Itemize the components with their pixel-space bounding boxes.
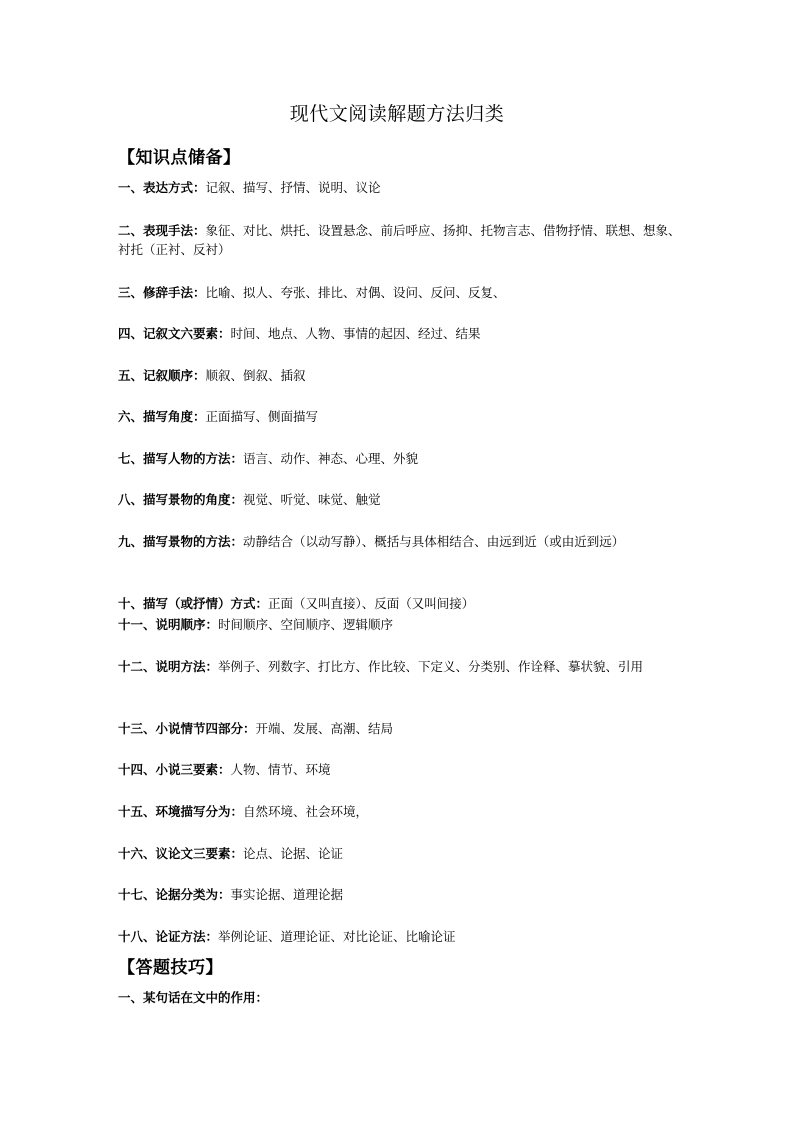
knowledge-item-7 [118,449,688,468]
item-label: 十七、论据分类为： [118,887,231,902]
item-text: 举例子、列数字、打比方、作比较、下定义、分类别、作诠释、摹状貌、引用 [218,659,644,674]
knowledge-item-3 [118,283,688,302]
item-text: 正面描写、侧面描写 [205,409,319,424]
item-label: 四、记叙文六要素： [118,326,231,341]
knowledge-item-5 [118,366,688,385]
document-title: 现代文阅读解题方法归类 [289,103,505,125]
item-text: 记叙、描写、抒情、说明、议论 [205,180,381,195]
item-label: 八、描写景物的角度： [118,492,244,507]
item-label: 七、描写人物的方法： [118,451,244,466]
item-label: 九、描写景物的方法： [118,534,244,549]
item-label: 十二、说明方法： [118,659,219,674]
item-label: 十六、议论文三要素： [118,846,244,861]
item-label: 十、描写（或抒情）方式： [118,596,269,611]
item-label: 一、某句话在文中的作用： [118,990,269,1005]
section-heading-knowledge: 【知识点储备】 [118,148,241,168]
item-label: 十四、小说三要素： [118,762,231,777]
item-text: 正面（又叫直接）、反面（又叫间接） [268,596,475,611]
item-label: 十八、论证方法： [118,929,219,944]
knowledge-item-8 [118,490,688,509]
knowledge-item-14 [118,760,688,779]
knowledge-item-9 [118,532,688,551]
item-text: 语言、动作、神态、心理、外貌 [243,451,419,466]
knowledge-item-1 [118,178,688,197]
item-text: 视觉、听觉、味觉、触觉 [243,492,381,507]
knowledge-item-15 [118,802,688,821]
item-text: 事实论据、道理论据 [230,887,344,902]
section-heading-tips: 【答题技巧】 [118,958,223,978]
item-text: 人物、情节、环境 [230,762,331,777]
item-text: 开端、发展、高潮、结局 [255,721,394,736]
item-text: 动静结合（以动写静）、概括与具体相结合、由远到近（或由近到远） [243,534,625,549]
knowledge-item-11 [118,615,688,634]
item-label: 五、记叙顺序： [118,368,206,383]
item-text: 自然环境、社会环境， [243,804,369,819]
knowledge-item-17 [118,885,688,904]
item-label: 一、表达方式： [118,180,206,195]
knowledge-item-18 [118,927,688,946]
item-label: 三、修辞手法： [118,285,206,300]
item-text: 举例论证、道理论证、对比论证、比喻论证 [218,929,456,944]
item-text: 时间、地点、人物、事情的起因、经过、结果 [230,326,481,341]
knowledge-item-12 [118,657,688,676]
knowledge-item-6 [118,407,688,426]
item-label: 十三、小说情节四部分： [118,721,256,736]
tips-item-1 [118,988,688,1007]
item-text: 象征、对比、烘托、设置悬念、前后呼应、扬抑、托物言志、借物抒情、联想、想象、衬托（正衬、反衬） [118,223,681,257]
item-label: 十一、说明顺序： [118,617,219,632]
item-text: 论点、论据、论证 [243,846,344,861]
knowledge-item-4 [118,324,688,343]
item-label: 二、表现手法： [118,223,206,238]
item-text: 比喻、拟人、夸张、排比、对偶、设问、反问、反复、 [205,285,506,300]
item-label: 六、描写角度： [118,409,206,424]
item-label: 十五、环境描写分为： [118,804,244,819]
knowledge-item-2 [118,221,688,259]
item-text: 时间顺序、空间顺序、逻辑顺序 [218,617,394,632]
knowledge-item-16 [118,844,688,863]
item-text: 顺叙、倒叙、插叙 [205,368,306,383]
knowledge-item-10 [118,594,688,613]
knowledge-item-13 [118,719,688,738]
